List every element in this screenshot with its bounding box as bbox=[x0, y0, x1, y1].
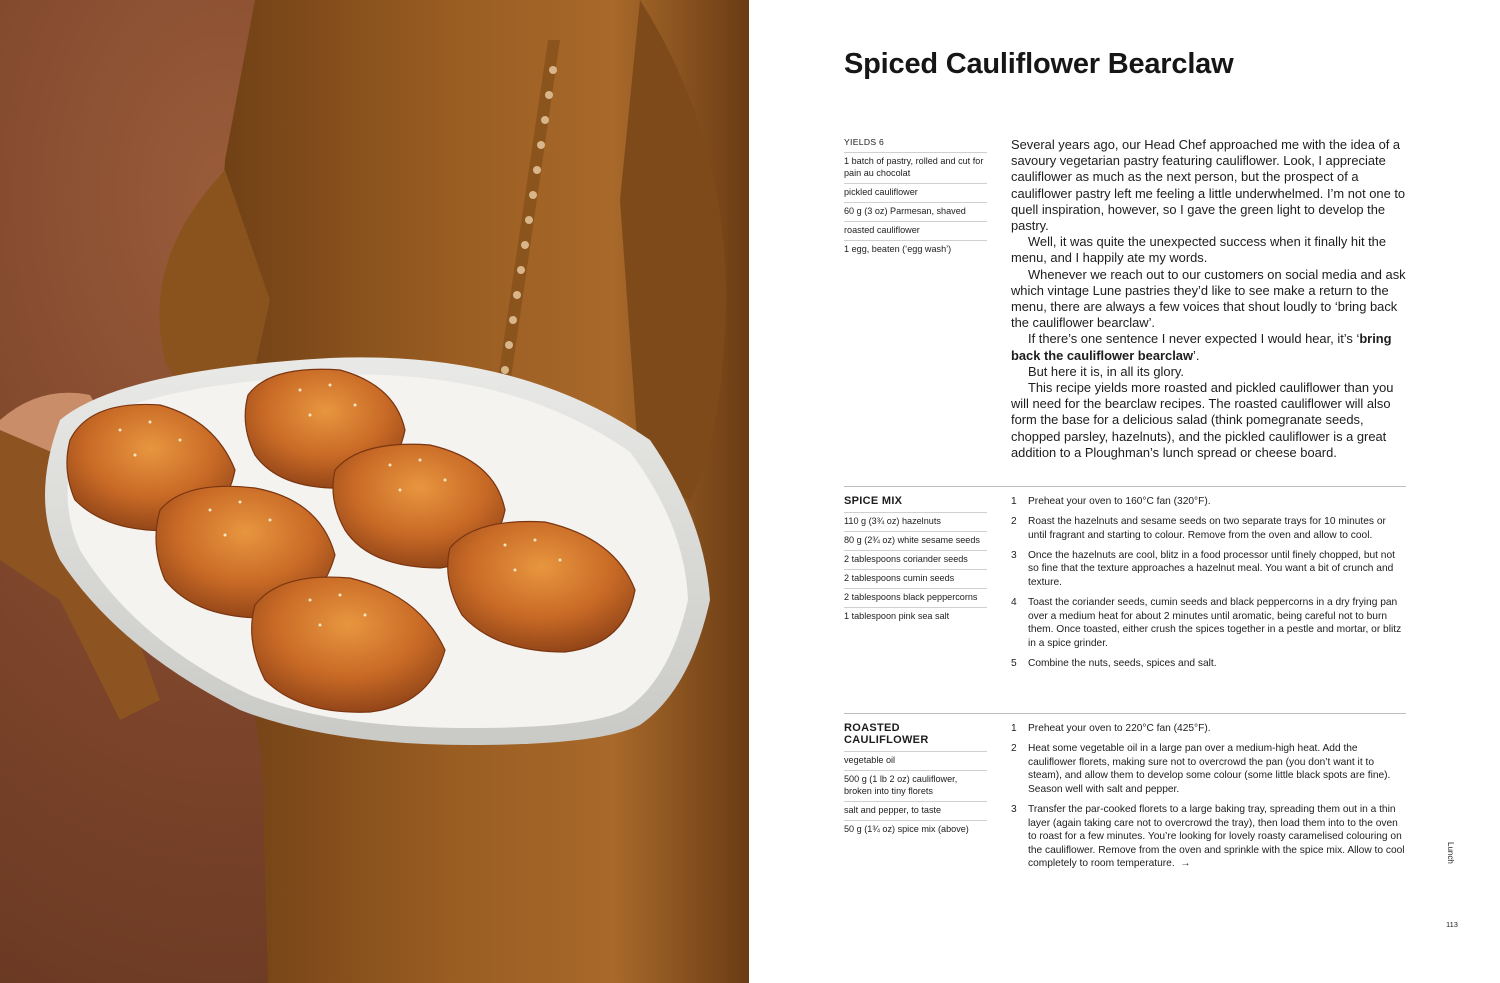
method-step bbox=[1011, 515, 1407, 542]
step-number: 3 bbox=[1011, 803, 1017, 815]
ingredient-item: vegetable oil bbox=[844, 752, 987, 771]
ingredient-item: 2 tablespoons cumin seeds bbox=[844, 570, 987, 589]
roasted-cauliflower-section bbox=[844, 713, 1406, 870]
intro-text bbox=[1011, 137, 1411, 461]
ingredient-item: 1 egg, beaten (‘egg wash’) bbox=[844, 243, 952, 254]
ingredient-item: 2 tablespoons black peppercorns bbox=[844, 589, 987, 608]
step-text: Preheat your oven to 160°C fan (320°F). bbox=[1028, 496, 1211, 507]
intro-paragraph: This recipe yields more roasted and pickled cauliflower than you will need for the bearclaw recipes. The roasted cauliflower will also form the base for a delicious salad (think pomegranate seeds, chopped parsley, hazelnuts), and the pickled cauliflower is a great addition to a Ploughman’s lunch spread or cheese board. bbox=[1011, 380, 1394, 460]
step-text: Once the hazelnuts are cool, blitz in a food processor until finely chopped, but not so fine that the texture approaches a hazelnut meal. You want a bit of crunch and texture. bbox=[1028, 549, 1395, 588]
ingredient-item: 50 g (1¾ oz) spice mix (above) bbox=[844, 823, 969, 834]
step-text: Preheat your oven to 220°C fan (425°F). bbox=[1028, 723, 1211, 734]
step-number: 2 bbox=[1011, 516, 1017, 528]
yields-label: YIELDS 6 bbox=[844, 137, 987, 153]
step-text: Toast the coriander seeds, cumin seeds and black peppercorns in a dry frying pan over a medium heat for about 2 minutes until aromatic, being careful not to burn them. Once toasted, either crush the spices together in a pestle and mortar, or blitz in a spice grinder. bbox=[1028, 597, 1402, 649]
ingredient-item: 1 tablespoon pink sea salt bbox=[844, 611, 950, 621]
intro-text-part: ’. bbox=[1192, 347, 1200, 363]
main-ingredients bbox=[844, 137, 987, 259]
method-step bbox=[1011, 742, 1407, 796]
step-number: 1 bbox=[1011, 496, 1017, 507]
step-number: 4 bbox=[1011, 597, 1017, 609]
main-ingredient-list bbox=[844, 153, 987, 259]
step-text bbox=[1028, 803, 1407, 871]
step-text: Roast the hazelnuts and sesame seeds on two separate trays for 10 minutes or until fragrant and starting to colour. Remove from the oven and allow to cool. bbox=[1028, 516, 1386, 541]
ingredient-item: 60 g (3 oz) Parmesan, shaved bbox=[844, 203, 987, 222]
roasted-ingredient-list bbox=[844, 752, 987, 839]
roasted-ingredients bbox=[844, 722, 987, 839]
ingredient-item: 500 g (1 lb 2 oz) cauliflower, broken into tiny florets bbox=[844, 771, 987, 802]
spice-mix-steps bbox=[1011, 495, 1407, 677]
method-step bbox=[1011, 803, 1407, 871]
intro-paragraph: Several years ago, our Head Chef approached me with the idea of a savoury vegetarian pastry featuring cauliflower. Look, I appreciate cauliflower as much as the next person, but the prospect of a cauliflower pastry left me feeling a little underwhelmed. I’m not one to quell inspiration, however, so I gave the green light to develop the pastry. bbox=[1011, 137, 1406, 234]
step-text-body: Transfer the par-cooked florets to a large baking tray, spreading them out in a thin layer (again taking care not to overcrowd the tray), then load them into to the oven to roast for a few minutes. You’re looking for lovely roasty caramelised colouring on the cauliflower. Remove from the oven and sprinkle with the spice mix. Allow to cool completely to room temperature. bbox=[1028, 803, 1405, 870]
spice-mix-section bbox=[844, 486, 1406, 669]
step-number: 3 bbox=[1011, 549, 1017, 561]
intro-paragraph: Well, it was quite the unexpected success when it finally hit the menu, and I happily ate my words. bbox=[1011, 234, 1387, 266]
method-step bbox=[1011, 549, 1407, 590]
ingredient-item: pickled cauliflower bbox=[844, 184, 987, 203]
section-label: Lunch bbox=[1446, 842, 1455, 864]
spice-mix-heading: SPICE MIX bbox=[844, 495, 987, 513]
method-step bbox=[1011, 495, 1407, 509]
step-number: 1 bbox=[1011, 723, 1017, 734]
intro-paragraph: Whenever we reach out to our customers on social media and ask which vintage Lune pastries they’d like to see make a return to the menu, there are always a few voices that shout loudly to ‘bring back the cauliflower bearclaw’. bbox=[1011, 266, 1406, 331]
recipe-page bbox=[749, 0, 1500, 983]
method-step bbox=[1011, 657, 1407, 671]
spice-mix-ingredients bbox=[844, 495, 987, 626]
intro-bold-quote: bring back the cauliflower bearclaw bbox=[1011, 331, 1392, 363]
step-number: 5 bbox=[1011, 657, 1017, 669]
page-number: 113 bbox=[1446, 920, 1458, 929]
roasted-heading: ROASTED CAULIFLOWER bbox=[844, 722, 987, 752]
method-step bbox=[1011, 596, 1407, 650]
pastry-tray-photo bbox=[0, 0, 749, 983]
ingredient-item: 110 g (3¾ oz) hazelnuts bbox=[844, 513, 987, 532]
step-text: Heat some vegetable oil in a large pan over a medium-high heat. Add the cauliflower florets, making sure not to overcrowd the pan (you don’t want it to steam), and allow them to develop some colour (some little black spots are fine). Season well with salt and pepper. bbox=[1028, 743, 1391, 795]
continue-arrow-icon: → bbox=[1180, 858, 1191, 870]
intro-text-part: If there’s one sentence I never expected I would hear, it’s ‘ bbox=[1028, 331, 1360, 347]
intro-paragraph bbox=[1011, 331, 1411, 363]
ingredient-item: 2 tablespoons coriander seeds bbox=[844, 551, 987, 570]
intro-paragraph: But here it is, in all its glory. bbox=[1028, 363, 1184, 379]
ingredient-item: 80 g (2¾ oz) white sesame seeds bbox=[844, 532, 987, 551]
method-step bbox=[1011, 722, 1407, 736]
photo-illustration bbox=[0, 0, 749, 983]
ingredient-item: salt and pepper, to taste bbox=[844, 802, 987, 821]
step-number: 2 bbox=[1011, 743, 1017, 755]
roasted-steps bbox=[1011, 722, 1407, 877]
spice-mix-ingredient-list bbox=[844, 513, 987, 626]
ingredient-item: roasted cauliflower bbox=[844, 222, 987, 241]
ingredient-item: 1 batch of pastry, rolled and cut for pain au chocolat bbox=[844, 153, 987, 184]
recipe-title: Spiced Cauliflower Bearclaw bbox=[844, 48, 1234, 80]
step-text: Combine the nuts, seeds, spices and salt. bbox=[1028, 657, 1217, 669]
